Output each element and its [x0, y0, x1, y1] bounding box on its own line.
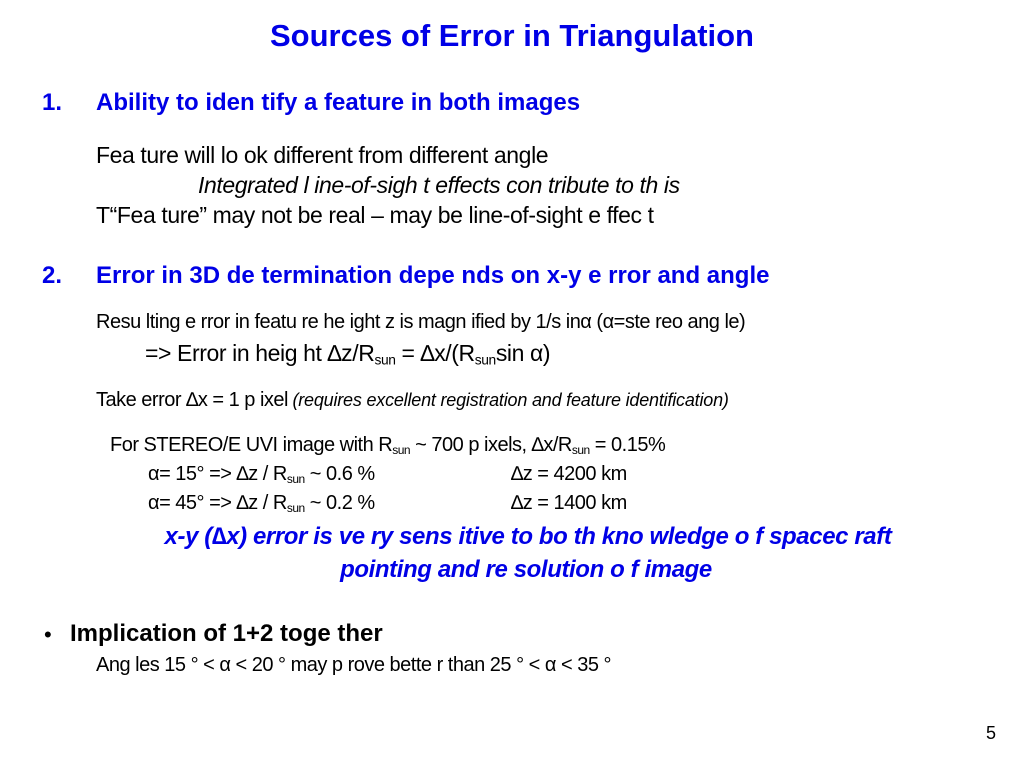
sun-subscript: sun [392, 443, 411, 457]
stereo-euvi-line [110, 434, 665, 457]
height-error-suffix: sin α) [495, 340, 551, 366]
slide-title: Sources of Error in Triangulation [269, 18, 754, 53]
section1-line1: Fea ture will lo ok different from different angle [96, 142, 549, 168]
section1-line3: T“Fea ture” may not be real – may be line-of-sight e ffec t [96, 202, 654, 228]
sun-subscript: sun [374, 352, 396, 368]
sun-subscript: sun [474, 352, 496, 368]
section1-line2: Integrated l ine-of-sigh t effects con tribute to th is [198, 172, 680, 198]
section1-heading: Ability to iden tify a feature in both images [96, 89, 581, 116]
take-error-line [96, 389, 729, 412]
section2-number: 2. [42, 262, 63, 289]
sun-subscript: sun [286, 472, 305, 486]
section2-result-line: Resu lting e rror in featu re he ight z is magn ified by 1/s inα (α=ste reo ang le) [96, 311, 746, 333]
stereo-text-c: = 0.15% [589, 434, 666, 456]
sun-subscript: sun [571, 443, 590, 457]
sensitivity-note-line1: x-y (∆x) error is ve ry sens itive to bo th kno wledge o f spacec raft [164, 523, 892, 550]
sun-subscript: sun [286, 501, 305, 515]
sensitivity-note-line2: pointing and re solution o f image [340, 556, 712, 583]
height-error-prefix: => Error in heig ht ∆z/R [145, 340, 375, 366]
section2-heading: Error in 3D de termination depe nds on x-y e rror and angle [96, 262, 770, 289]
implication-bullet: • [44, 622, 52, 647]
section1-number: 1. [42, 89, 63, 116]
angle-row-45 [148, 492, 375, 515]
implication-heading: Implication of 1+2 toge ther [70, 620, 383, 647]
section2-height-error-line [145, 340, 550, 367]
stereo-text-a: For STEREO/E UVI image with R [110, 434, 393, 456]
row15-b: ~ 0.6 % [304, 463, 375, 485]
take-error-text: Take error ∆x = 1 p ixel [96, 389, 288, 411]
row15-a: α= 15° => ∆z / R [148, 463, 287, 485]
angle-row-15 [148, 463, 375, 486]
height-error-mid: = ∆x/(R [395, 340, 475, 366]
row15-dz: ∆z = 4200 km [511, 463, 627, 485]
row45-b: ~ 0.2 % [304, 492, 375, 514]
take-error-note: (requires excellent registration and feature identification) [292, 390, 729, 410]
row45-dz: ∆z = 1400 km [511, 492, 627, 514]
implication-text: Ang les 15 ° < α < 20 ° may p rove bette r than 25 ° < α < 35 ° [96, 654, 612, 676]
row45-a: α= 45° => ∆z / R [148, 492, 287, 514]
page-number: 5 [985, 723, 996, 743]
stereo-text-b: ~ 700 p ixels, ∆x/R [410, 434, 572, 456]
